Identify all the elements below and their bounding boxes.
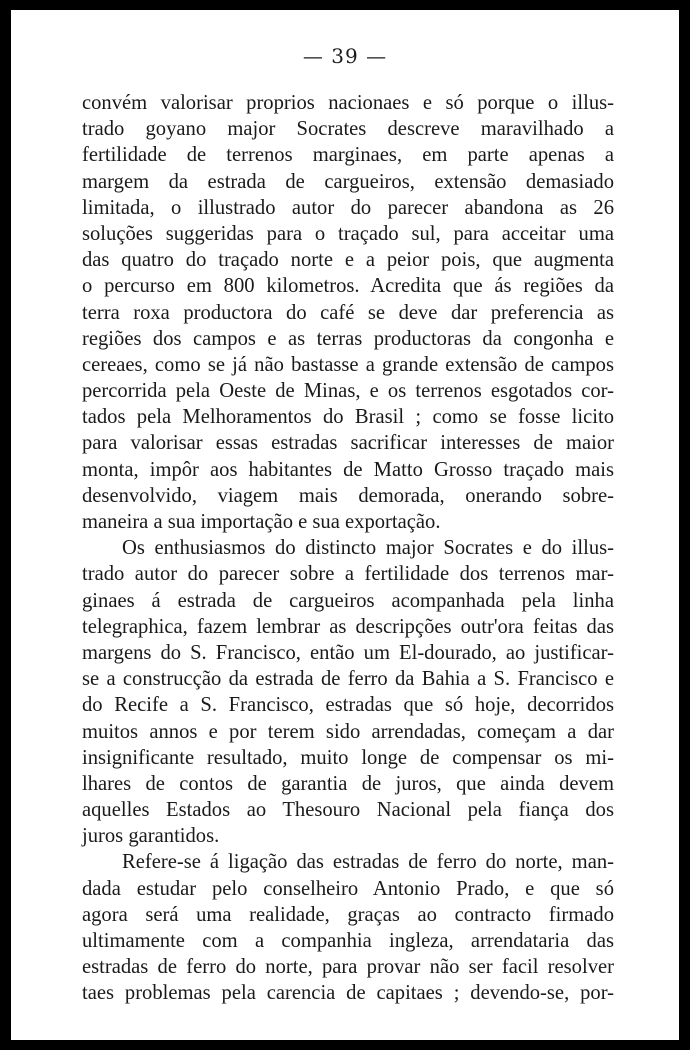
text-line: percorrida pela Oeste de Minas, e os terrenos esgotados cor- xyxy=(82,380,614,403)
text-line: soluções suggeridas para o traçado sul, para acceitar uma xyxy=(82,222,614,245)
text-line: ginaes á estrada de cargueiros acompanhada pela linha xyxy=(82,589,614,612)
paragraph xyxy=(82,849,614,1006)
text-line: Refere-se á ligação das estradas de ferro do norte, man- xyxy=(122,851,614,874)
text-line: convém valorisar proprios nacionaes e só porque o illus- xyxy=(82,92,614,114)
body-text xyxy=(82,90,614,1007)
text-line: taes problemas pela carencia de capitaes ; devendo-se, por- xyxy=(82,982,614,1005)
text-line: regiões dos campos e as terras productoras da congonha e xyxy=(82,327,614,350)
text-line: terra roxa productora do café se deve dar preferencia as xyxy=(82,301,614,324)
text-line: Os enthusiasmos do distincto major Socrates e do illus- xyxy=(122,537,614,560)
text-line: desenvolvido, viagem mais demorada, onerando sobre- xyxy=(82,484,614,507)
text-line: das quatro do traçado norte e a peior pois, que augmenta xyxy=(82,249,614,272)
text-line: agora será uma realidade, graças ao contracto firmado xyxy=(82,903,614,926)
text-line: dada estudar pelo conselheiro Antonio Prado, e que só xyxy=(82,877,614,900)
text-line: juros garantidos. xyxy=(82,825,220,848)
text-line: monta, impôr aos habitantes de Matto Grosso traçado mais xyxy=(82,458,614,481)
text-line: para valorisar essas estradas sacrificar interesses de maior xyxy=(82,432,614,455)
text-line: telegraphica, fazem lembrar as descripções outr'ora feitas das xyxy=(82,615,614,638)
text-line: ultimamente com a companhia ingleza, arrendataria das xyxy=(82,930,614,952)
text-line: maneira a sua importação e sua exportação. xyxy=(82,511,441,533)
text-line: aquelles Estados ao Thesouro Nacional pela fiança dos xyxy=(82,799,614,822)
text-line: tados pela Melhoramentos do Brasil ; como se fosse licito xyxy=(82,406,614,429)
text-line: lhares de contos de garantia de juros, que ainda devem xyxy=(82,772,614,795)
page-number: — 39 — xyxy=(302,44,388,68)
paragraph xyxy=(82,535,614,849)
text-line: margens do S. Francisco, então um El-dourado, ao justificar- xyxy=(82,641,614,664)
text-line: fertilidade de terrenos marginaes, em parte apenas a xyxy=(82,144,614,167)
text-line: trado autor do parecer sobre a fertilidade dos terrenos mar- xyxy=(82,563,614,586)
text-line: muitos annos e por terem sido arrendadas, começam a dar xyxy=(82,720,614,743)
text-line: do Recife a S. Francisco, estradas que só hoje, decorridos xyxy=(82,694,614,717)
text-line: se a construcção da estrada de ferro da Bahia a S. Francisco e xyxy=(82,668,614,691)
text-line: estradas de ferro do norte, para provar não ser facil resolver xyxy=(82,956,614,979)
text-line: margem da estrada de cargueiros, extensão demasiado xyxy=(82,170,614,193)
text-line: cereaes, como se já não bastasse a grande extensão de campos xyxy=(82,353,614,376)
text-line: trado goyano major Socrates descreve maravilhado a xyxy=(82,118,614,141)
text-line: limitada, o illustrado autor do parecer abandona as 26 xyxy=(82,196,614,219)
paragraph xyxy=(82,90,614,535)
book-page xyxy=(11,10,679,1040)
text-line: o percurso em 800 kilometros. Acredita que ás regiões da xyxy=(82,275,614,298)
text-line: insignificante resultado, muito longe de compensar os mi- xyxy=(82,746,614,769)
